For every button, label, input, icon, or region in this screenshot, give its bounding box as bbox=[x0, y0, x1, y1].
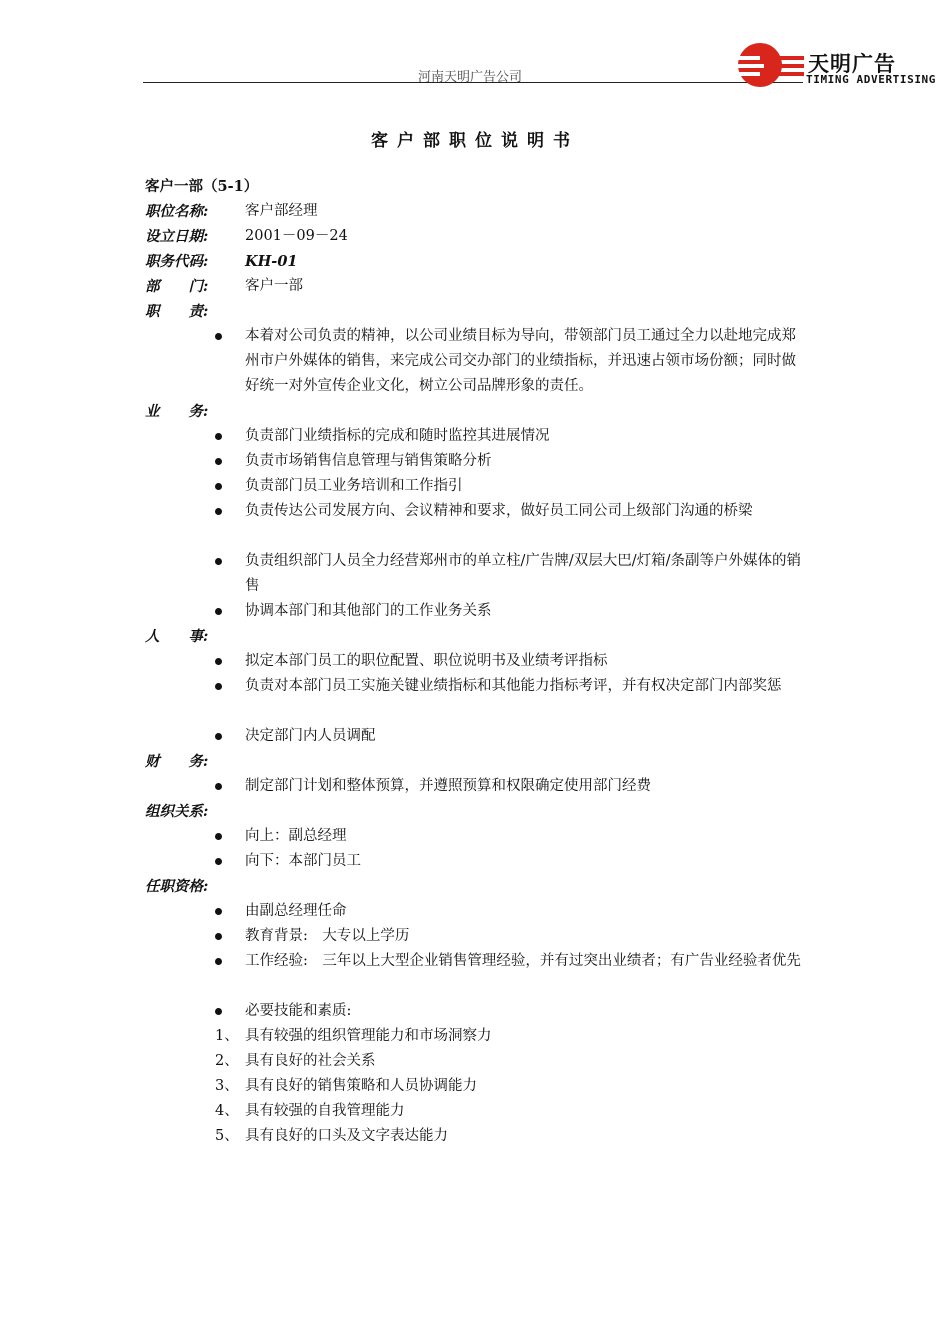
list-item: 本着对公司负责的精神，以公司业绩目标为导向，带领部门员工通过全力以赴地完成郑州市户外媒体的销售，来完成公司交办部门的业绩指标，并迅速占领市场份额；同时做好统一对外宣传企业文化，树立公司品牌形象的责任。 bbox=[245, 328, 796, 394]
list-item: 负责对本部门员工实施关键业绩指标和其他能力指标考评，并有权决定部门内部奖惩 bbox=[245, 678, 782, 694]
bullet-icon bbox=[215, 483, 222, 490]
list-item: 向上：副总经理 bbox=[245, 828, 347, 844]
skill-number: 3、 bbox=[215, 1078, 239, 1094]
bullet-icon bbox=[215, 933, 222, 940]
list-item: 向下：本部门员工 bbox=[245, 853, 361, 869]
skill-number: 4、 bbox=[215, 1103, 239, 1119]
field-position-name bbox=[145, 199, 805, 225]
list-item: 工作经验: 三年以上大型企业销售管理经验，并有过突出业绩者；有广告业经验者优先 bbox=[245, 953, 801, 969]
field-value: 客户一部 bbox=[245, 278, 303, 294]
list-item: 负责部门员工业务培训和工作指引 bbox=[245, 478, 463, 494]
bullet-icon bbox=[215, 733, 222, 740]
bullet-icon bbox=[215, 458, 222, 465]
list-item: 拟定本部门员工的职位配置、职位说明书及业绩考评指标 bbox=[245, 653, 608, 669]
skill-item: 具有良好的口头及文字表达能力 bbox=[245, 1128, 448, 1144]
org-heading: 组织关系: bbox=[145, 803, 209, 820]
finance-heading: 财 务: bbox=[145, 753, 209, 770]
list-item: 必要技能和素质: bbox=[245, 1003, 352, 1019]
personnel-heading: 人 事: bbox=[145, 628, 209, 645]
bullet-icon bbox=[215, 558, 222, 565]
bullet-icon bbox=[215, 683, 222, 690]
logo-chinese-name: 天明广告 bbox=[808, 52, 896, 76]
list-item: 教育背景: 大专以上学历 bbox=[245, 928, 410, 944]
field-label: 设立日期: bbox=[145, 228, 209, 245]
bullet-icon bbox=[215, 783, 222, 790]
list-item: 协调本部门和其他部门的工作业务关系 bbox=[245, 603, 492, 619]
bullet-icon bbox=[215, 958, 222, 965]
skill-number: 2、 bbox=[215, 1053, 239, 1069]
skill-item: 具有较强的自我管理能力 bbox=[245, 1103, 405, 1119]
business-heading: 业 务: bbox=[145, 403, 209, 420]
skill-number: 5、 bbox=[215, 1128, 239, 1144]
list-item: 负责部门业绩指标的完成和随时监控其进展情况 bbox=[245, 428, 550, 444]
list-item: 决定部门内人员调配 bbox=[245, 728, 376, 744]
skill-item: 具有良好的社会关系 bbox=[245, 1053, 376, 1069]
bullet-icon bbox=[215, 608, 222, 615]
bullet-icon bbox=[215, 333, 222, 340]
bullet-icon bbox=[215, 1008, 222, 1015]
skill-number: 1、 bbox=[215, 1028, 239, 1044]
field-position-code bbox=[145, 249, 805, 275]
skill-item: 具有良好的销售策略和人员协调能力 bbox=[245, 1078, 477, 1094]
bullet-icon bbox=[215, 433, 222, 440]
bullet-icon bbox=[215, 908, 222, 915]
field-established-date bbox=[145, 224, 805, 250]
field-label: 职位名称: bbox=[145, 203, 209, 220]
qualification-heading: 任职资格: bbox=[145, 878, 209, 895]
bullet-icon bbox=[215, 508, 222, 515]
field-value: KH-01 bbox=[245, 253, 298, 270]
bullet-icon bbox=[215, 858, 222, 865]
header-divider bbox=[143, 82, 803, 83]
field-value: 2001－09－24 bbox=[245, 228, 348, 244]
duty-heading: 职 责: bbox=[145, 303, 209, 320]
skill-item: 具有较强的组织管理能力和市场洞察力 bbox=[245, 1028, 492, 1044]
field-label: 职务代码: bbox=[145, 253, 209, 270]
list-item: 制定部门计划和整体预算，并遵照预算和权限确定使用部门经费 bbox=[245, 778, 651, 794]
bullet-icon bbox=[215, 658, 222, 665]
section-title: 客户一部（5-1） bbox=[145, 178, 259, 195]
list-item: 负责传达公司发展方向、会议精神和要求，做好员工同公司上级部门沟通的桥梁 bbox=[245, 503, 753, 519]
document-title: 客户部职位说明书 bbox=[371, 131, 579, 151]
list-item: 负责市场销售信息管理与销售策略分析 bbox=[245, 453, 492, 469]
field-label: 部 门: bbox=[145, 278, 209, 295]
field-department bbox=[145, 274, 805, 300]
list-item: 负责组织部门人员全力经营郑州市的单立柱/广告牌/双层大巴/灯箱/条副等户外媒体的销售 bbox=[245, 553, 802, 594]
logo-english-name: TIMING ADVERTISING bbox=[806, 73, 937, 86]
bullet-icon bbox=[215, 833, 222, 840]
header-company-name: 河南天明广告公司 bbox=[418, 70, 523, 85]
field-value: 客户部经理 bbox=[245, 203, 318, 219]
list-item: 由副总经理任命 bbox=[245, 903, 347, 919]
